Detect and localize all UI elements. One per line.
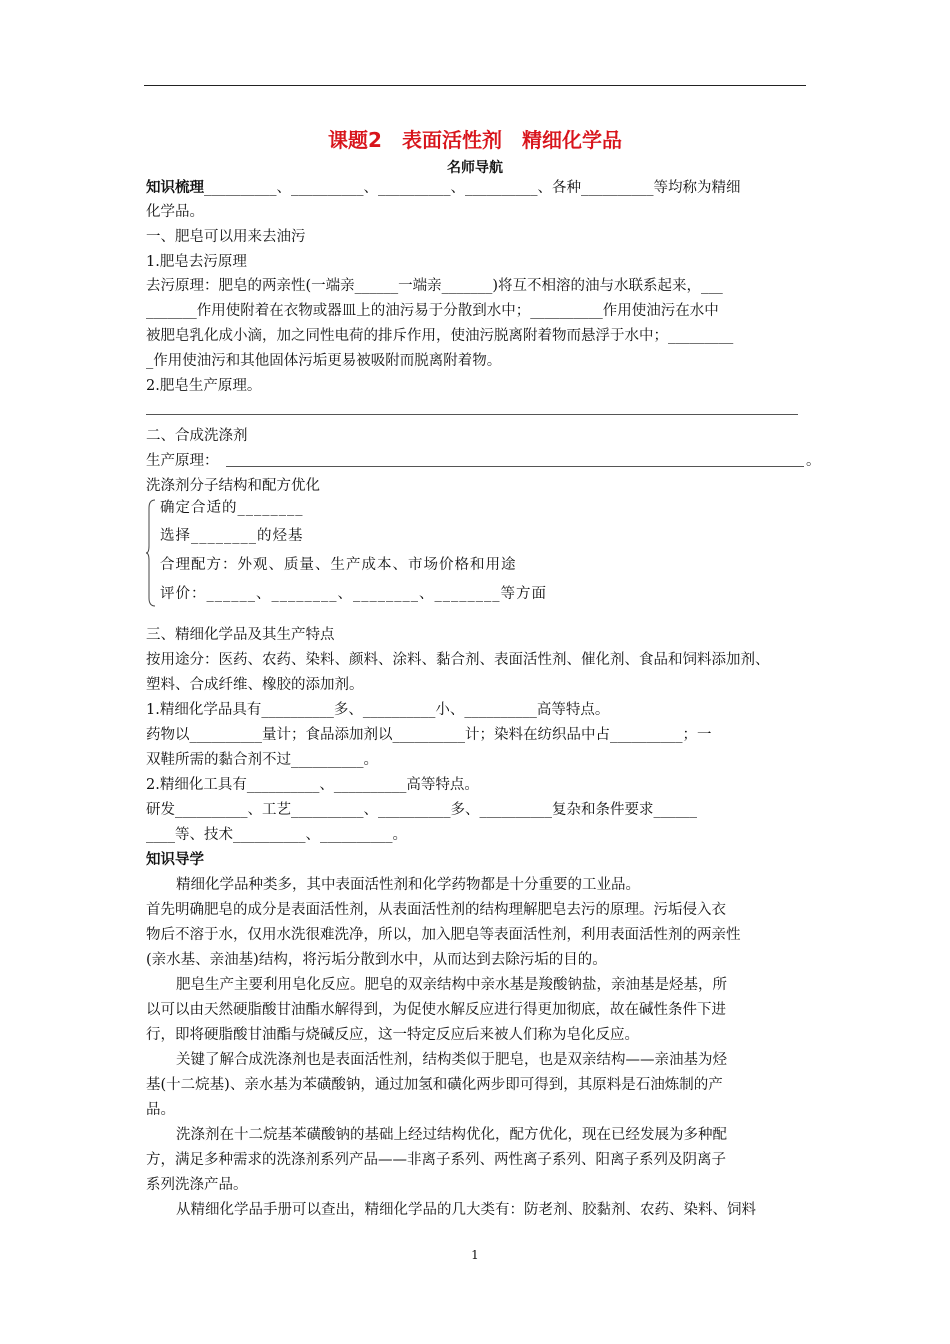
section-heading: 二、合成洗涤剂 — [146, 428, 248, 444]
text-line: 化学品。 — [146, 204, 204, 220]
text-line: _作用使油污和其他固体污垢更易被吸附而脱离附着物。 — [146, 353, 502, 369]
production-principle-label: 生产原理： — [146, 453, 219, 469]
outline-item: 确定合适的________ — [160, 500, 304, 516]
paragraph-line: 物后不溶于水，仅用水洗很难洗净，所以，加入肥皂等表面活性剂，利用表面活性剂的两亲性 — [146, 927, 741, 943]
paragraph-line: 以可以由天然硬脂酸甘油酯水解得到，为促使水解反应进行得更加彻底，故在碱性条件下进 — [146, 1002, 726, 1018]
text-line: 塑料、合成纤维、橡胶的添加剂。 — [146, 677, 364, 693]
paragraph-line: 从精细化学品手册可以查出，精细化学品的几大类有：防老剂、胶黏剂、农药、染料、饲料 — [176, 1202, 756, 1218]
text-line: 被肥皂乳化成小滴，加之同性电荷的排斥作用，使油污脱离附着物而悬浮于水中；_________ — [146, 328, 734, 344]
text-line: 2.精细化工具有__________、__________高等特点。 — [146, 777, 479, 793]
subsection-heading: 1.肥皂去污原理 — [146, 254, 247, 270]
text-line: 1.精细化学品具有__________多、__________小、__________高等特点。 — [146, 702, 610, 718]
text-line: 洗涤剂分子结构和配方优化 — [146, 478, 320, 494]
summary-line-text: __________、__________、__________、__________、各种__________等均称为精细 — [204, 180, 741, 196]
page-number: 1 — [471, 1248, 479, 1262]
section-heading: 一、肥皂可以用来去油污 — [146, 229, 306, 245]
text-line: _______作用使附着在衣物或器皿上的油污易于分散到水中；__________作用使油污在水中 — [146, 303, 719, 319]
outline-item: 评价：______、________、________、________等方面 — [160, 586, 547, 602]
paragraph-line: 洗涤剂在十二烷基苯磺酸钠的基础上经过结构优化，配方优化，现在已经发展为多种配 — [176, 1127, 727, 1143]
text-line: 药物以__________量计；食品添加剂以__________计；染料在纺织品中占__________；一 — [146, 727, 712, 743]
text-line: ____等、技术__________、__________。 — [146, 827, 407, 843]
subsection-heading: 2.肥皂生产原理。 — [146, 378, 262, 394]
paragraph-line: 肥皂生产主要利用皂化反应。肥皂的双亲结构中亲水基是羧酸钠盐，亲油基是烃基，所 — [176, 977, 727, 993]
guide-heading: 知识导学 — [146, 852, 204, 868]
section-heading: 三、精细化学品及其生产特点 — [146, 627, 335, 643]
summary-heading: 知识梳理 — [146, 180, 204, 196]
text-line: 双鞋所需的黏合剂不过__________。 — [146, 752, 378, 768]
paragraph-line: 精细化学品种类多，其中表面活性剂和化学药物都是十分重要的工业品。 — [176, 877, 640, 893]
period-mark: 。 — [806, 453, 821, 469]
paragraph-line: (亲水基、亲油基)结构，将污垢分散到水中，从而达到去除污垢的目的。 — [146, 952, 607, 968]
paragraph-line: 行，即将硬脂酸甘油酯与烧碱反应，这一特定反应后来被人们称为皂化反应。 — [146, 1027, 639, 1043]
section-subtitle: 名师导航 — [447, 160, 503, 176]
outline-item: 合理配方：外观、质量、生产成本、市场价格和用途 — [160, 557, 517, 573]
header-rule — [144, 85, 806, 86]
text-line — [146, 451, 219, 471]
paragraph-line: 基(十二烷基)、亲水基为苯磺酸钠，通过加氢和磺化两步即可得到，其原料是石油炼制的产 — [146, 1077, 723, 1093]
text-line: 去污原理：肥皂的两亲性(一端亲______一端亲_______)将互不相溶的油与水联系起来，___ — [146, 278, 723, 294]
text-line: 按用途分：医药、农药、染料、颜料、涂料、黏合剂、表面活性剂、催化剂、食品和饲料添加剂、 — [146, 652, 770, 668]
text-line: 研发__________、工艺__________、__________多、__________复杂和条件要求______ — [146, 802, 697, 818]
paragraph-line: 品。 — [146, 1102, 175, 1118]
answer-blank-line — [226, 466, 804, 467]
left-brace-icon — [146, 498, 156, 608]
answer-blank-line — [146, 414, 798, 415]
outline-item: 选择________的烃基 — [160, 528, 304, 544]
paragraph-line: 系列洗涤产品。 — [146, 1177, 248, 1193]
paragraph-line: 关键了解合成洗涤剂也是表面活性剂，结构类似于肥皂，也是双亲结构——亲油基为烃 — [176, 1052, 727, 1068]
summary-line — [146, 178, 741, 198]
paragraph-line: 首先明确肥皂的成分是表面活性剂，从表面活性剂的结构理解肥皂去污的原理。污垢侵入衣 — [146, 902, 726, 918]
page-title: 课题2 表面活性剂 精细化学品 — [328, 128, 622, 152]
paragraph-line: 方，满足多种需求的洗涤剂系列产品——非离子系列、两性离子系列、阳离子系列及阴离子 — [146, 1152, 726, 1168]
